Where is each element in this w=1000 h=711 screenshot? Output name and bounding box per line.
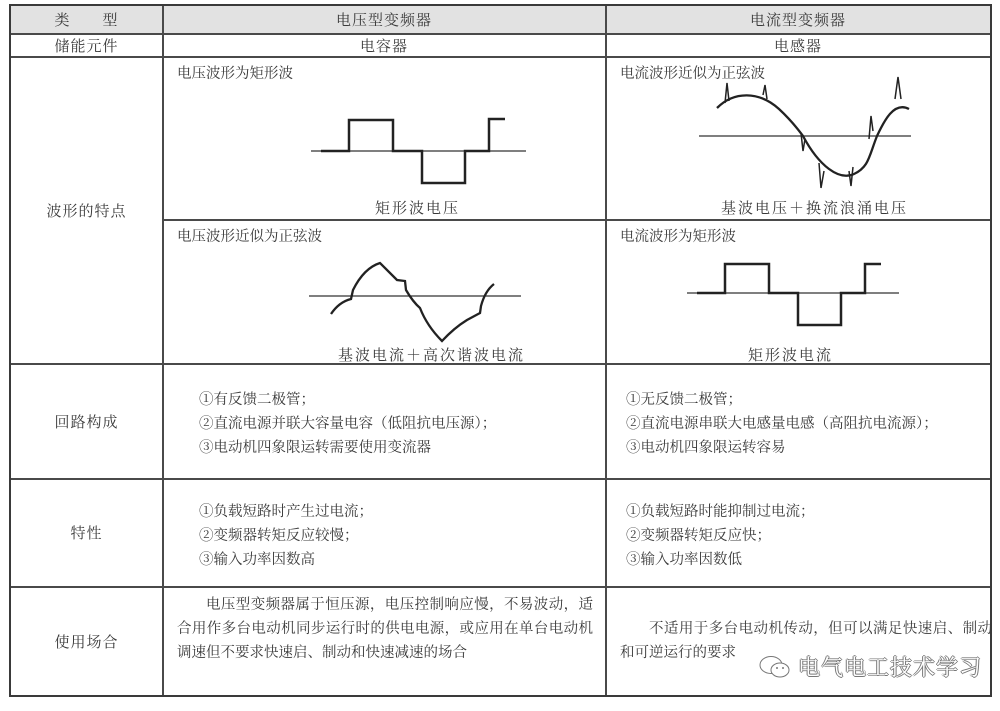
list-item: ①有反馈二极管；: [199, 392, 315, 408]
col-divider-2: [605, 6, 607, 695]
list-item: ①负载短路时产生过电流；: [199, 504, 373, 520]
list-item: ②直流电源串联大电感量电感（高阻抗电流源）；: [626, 416, 938, 432]
applications-voltage: 电压型变频器属于恒压源，电压控制响应慢，不易波动，适合用作多台电动机同步运行时的供电电源，或应用在单台电动机调速但不要求快速启、制动和快速减速的场合: [177, 597, 593, 661]
waveform-title: 电压波形近似为正弦波: [177, 229, 322, 245]
waveform-title: 电流波形近似为正弦波: [620, 66, 765, 82]
watermark-text: 电气电工技术学习: [797, 656, 982, 681]
list-item: ③输入功率因数低: [626, 552, 742, 568]
list-item: ②变频器转矩反应快；: [626, 528, 771, 544]
list-item: ①无反馈二极管；: [626, 392, 742, 408]
row-label-applications: 使用场合: [54, 632, 119, 651]
characteristics-voltage-list: [199, 500, 373, 572]
header-type: 类 型: [54, 11, 119, 29]
header-current-inverter: 电流型变频器: [749, 11, 846, 29]
watermark: [758, 651, 982, 682]
applications-current: 不适用于多台电动机传动，但可以满足快速启、制动和可逆运行的要求: [620, 621, 992, 661]
waveform-caption: 矩形波电流: [748, 346, 834, 364]
wechat-icon: [758, 654, 792, 680]
row-label-storage: 储能元件: [54, 36, 119, 55]
list-item: ②直流电源并联大容量电容（低阻抗电压源）；: [199, 416, 497, 432]
list-item: ①负载短路时能抑制过电流；: [626, 504, 815, 520]
characteristics-current-list: [626, 500, 815, 572]
waveform-title: 电压波形为矩形波: [177, 66, 293, 82]
distorted-sine-voltage-figure: [309, 256, 529, 346]
waveform-caption: 基波电压＋换流浪涌电压: [721, 199, 909, 217]
rectangular-current-wave-figure: [687, 258, 907, 333]
row-label-characteristics: 特性: [70, 524, 103, 542]
row-subdivider: [163, 219, 990, 221]
sine-with-surge-spikes-figure: [699, 81, 929, 196]
rectangular-voltage-wave-figure: [311, 116, 531, 191]
storage-voltage: 电容器: [359, 36, 408, 55]
waveform-caption: 矩形波电压: [375, 199, 461, 217]
storage-current: 电感器: [773, 36, 822, 55]
waveform-title: 电流波形为矩形波: [620, 229, 736, 245]
circuit-current-list: [626, 388, 938, 460]
list-item: ②变频器转矩反应较慢；: [199, 528, 359, 544]
col-divider-1: [162, 6, 164, 695]
list-item: ③电动机四象限运转容易: [626, 440, 786, 456]
header-voltage-inverter: 电压型变频器: [335, 11, 432, 29]
row-label-waveform: 波形的特点: [46, 201, 127, 220]
circuit-voltage-list: [199, 388, 496, 460]
row-label-circuit: 回路构成: [54, 412, 119, 431]
list-item: ③电动机四象限运转需要使用变流器: [199, 440, 431, 456]
comparison-table: [9, 4, 992, 697]
list-item: ③输入功率因数高: [199, 552, 315, 568]
waveform-caption: 基波电流＋高次谐波电流: [338, 346, 526, 364]
